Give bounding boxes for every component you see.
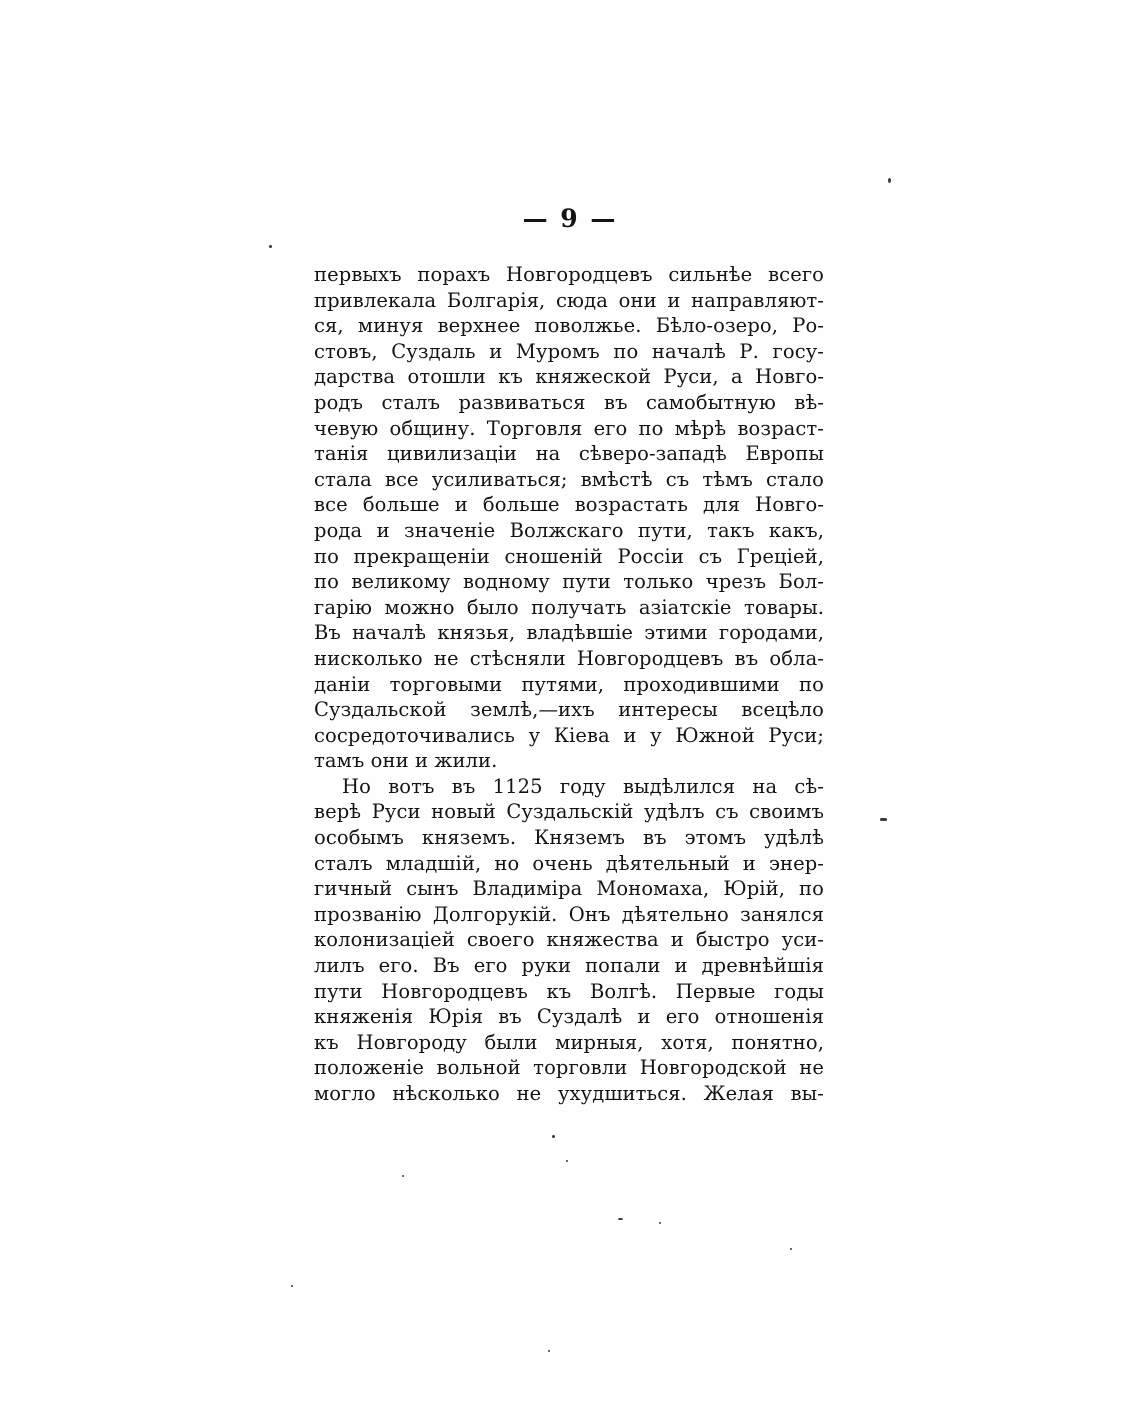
text-line: чевую общину. Торговля его по мѣрѣ возраст-: [314, 416, 824, 440]
text-line: Суздальской землѣ,—ихъ интересы всецѣло: [314, 698, 824, 722]
text-line: танія цивилизаціи на сѣверо-западѣ Европы: [314, 442, 824, 466]
text-line: къ Новгороду были мирныя, хотя, понятно,: [314, 1030, 824, 1054]
scan-speck: [269, 245, 272, 248]
page-number: — 9 —: [522, 204, 618, 233]
text-line: княженія Юрія въ Суздалѣ и его отношенія: [314, 1005, 824, 1029]
text-line: стала все усиливаться; вмѣстѣ съ тѣмъ стало: [314, 467, 824, 491]
text-line: гарію можно было получать азіатскіе товары.: [314, 595, 824, 619]
text-line: тамъ они и жили.: [314, 749, 498, 773]
scan-speck: [790, 1248, 792, 1250]
text-line: положеніе вольной торговли Новгородской не: [314, 1056, 824, 1080]
text-line: гичный сынъ Владиміра Мономаха, Юрій, по: [314, 877, 824, 901]
scan-speck: [291, 1285, 293, 1287]
text-line: первыхъ порахъ Новгородцевъ сильнѣе всего: [314, 263, 824, 286]
text-line: Но вотъ въ 1125 году выдѣлился на сѣ-: [342, 774, 824, 798]
text-line: могло нѣсколько не ухудшиться. Желая вы-: [314, 1082, 824, 1105]
text-line: нисколько не стѣсняли Новгородцевъ въ обла-: [314, 646, 824, 670]
text-line: по великому водному пути только чрезъ Бол-: [314, 570, 824, 594]
scan-speck: [548, 1350, 550, 1352]
scan-speck: [888, 178, 891, 183]
text-line: все больше и больше возрастать для Новго-: [314, 493, 824, 517]
text-line: лилъ его. Въ его руки попали и древнѣйшія: [314, 954, 824, 978]
body-text: [314, 262, 824, 1107]
text-line: прозванію Долгорукій. Онъ дѣятельно занялся: [314, 902, 824, 926]
text-line: по прекращеніи сношеній Россіи съ Греціей,: [314, 544, 824, 568]
scan-speck: [880, 818, 887, 821]
text-line: привлекала Болгарія, сюда они и направляют-: [314, 288, 824, 312]
text-line: ся, минуя верхнее поволжье. Бѣло-озеро, Ро-: [314, 314, 824, 338]
scan-speck: [618, 1218, 623, 1220]
text-line: особымъ княземъ. Княземъ въ этомъ удѣлѣ: [314, 826, 824, 850]
scan-speck: [552, 1135, 555, 1138]
text-line: колонизаціей своего княжества и быстро уси-: [314, 928, 824, 952]
text-line: стовъ, Суздаль и Муромъ по началѣ Р. госу-: [314, 339, 824, 363]
scan-speck: [402, 1175, 404, 1177]
text-line: даніи торговыми путями, проходившими по: [314, 672, 824, 696]
text-line: родъ сталъ развиваться въ самобытную вѣ-: [314, 390, 824, 414]
text-line: дарства отошли къ княжеской Руси, а Новго-: [314, 365, 824, 389]
text-line: верѣ Руси новый Суздальскій удѣлъ съ своимъ: [314, 800, 824, 824]
text-line: рода и значеніе Волжскаго пути, такъ какъ,: [314, 518, 824, 542]
text-line: пути Новгородцевъ къ Волгѣ. Первые годы: [314, 979, 824, 1003]
text-line: сталъ младшій, но очень дѣятельный и энер-: [314, 851, 824, 875]
text-line: Въ началѣ князья, владѣвшіе этими городами,: [314, 621, 824, 645]
scan-speck: [566, 1160, 568, 1162]
scan-speck: [659, 1222, 661, 1224]
text-line: сосредоточивались у Кіева и у Южной Руси;: [314, 723, 824, 747]
